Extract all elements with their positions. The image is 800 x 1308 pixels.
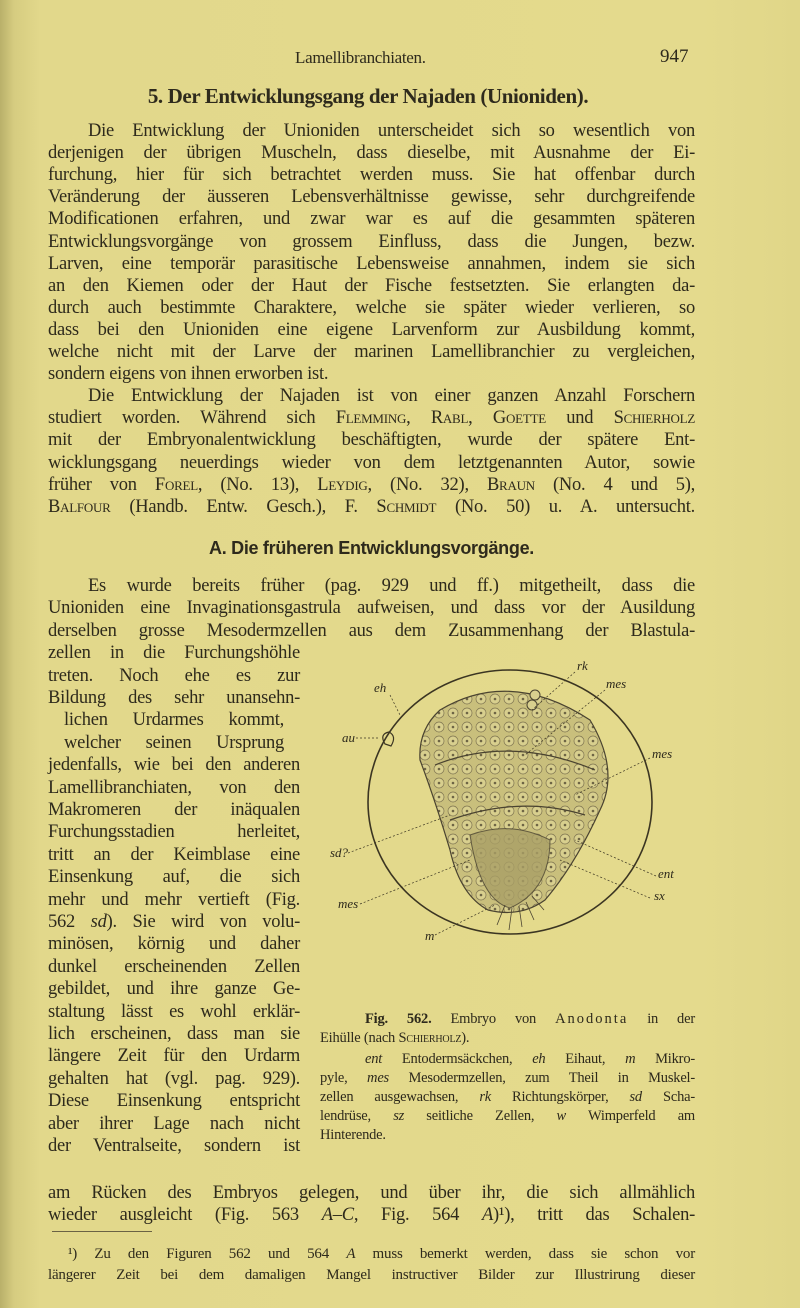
text-line: der Ventralseite, sondern ist <box>48 1136 300 1156</box>
text-line: Es wurde bereits früher (pag. 929 und ff.) mitgetheilt, dass die <box>88 576 695 596</box>
text-line: Balfour (Handb. Entw. Gesch.), F. Schmidt (No. 50) u. A. untersucht. <box>48 497 695 517</box>
text-line: studiert worden. Während sich Flemming, Rabl, Goette und Schierholz <box>48 408 696 428</box>
label-mes: mes <box>606 676 627 691</box>
author-name: Schierholz <box>613 408 696 428</box>
footnote-rule <box>52 1231 152 1232</box>
text-line: dunkel erscheinenden Zellen <box>48 956 300 977</box>
caption-line: Fig. 562. Embryo von Anodonta in der <box>365 1011 695 1027</box>
caption-line: pyle, mes Mesodermzellen, zum Theil in Muskel- <box>320 1070 696 1086</box>
text-line: am Rücken des Embryos gelegen, und über ihr, die sich allmählich <box>48 1183 695 1203</box>
author-name: Braun <box>486 475 535 495</box>
text-line: welche nicht mit der Larve der marinen Lamellibranchier zu vergleichen, <box>48 342 695 362</box>
running-title: Lamellibranchiaten. <box>295 48 426 67</box>
text-line: Larven, eine temporär parasitische Lebensweise annahmen, indem sie sich <box>48 253 695 274</box>
text-line: tritt an der Keimblase eine <box>48 844 300 865</box>
text-line: lich erscheinen, dass man sie <box>48 1024 300 1044</box>
text-line: gebildet, und ihre ganze Ge- <box>48 979 300 1000</box>
caption-line: ent Entodermsäckchen, eh Eihaut, m Mikro- <box>365 1051 695 1067</box>
text-line: minösen, körnig und daher <box>48 934 300 955</box>
text-line: Einsenkung auf, die sich <box>48 867 300 888</box>
author-name: Goette <box>492 408 546 428</box>
label-au: au <box>342 730 355 745</box>
footnote-line: ¹) Zu den Figuren 562 und 564 A muss bemerkt werden, dass sie schon vor <box>68 1246 695 1262</box>
text-line: früher von Forel, (No. 13), Leydig, (No. 32), Braun (No. 4 und 5), <box>48 475 695 495</box>
label-mes: mes <box>338 896 359 911</box>
author-name: Flemming <box>335 408 407 428</box>
text-line: an den Kiemen oder der Haut der Fische festsetzten. Sie erlangten da- <box>48 275 695 296</box>
text-line: Lamellibranchiaten, von den <box>48 777 300 798</box>
text-line: durch auch bestimmte Charaktere, welche sie später wieder verlieren, so <box>48 297 695 318</box>
text-line: treten. Noch ehe es zur <box>48 665 300 686</box>
author-name: Rabl <box>430 408 469 428</box>
text-line: welcher seinen Ursprung <box>64 732 284 753</box>
subsection-heading: A. Die früheren Entwicklungsvorgänge. <box>209 538 534 558</box>
text-line: lichen Urdarmes kommt, <box>64 710 284 731</box>
caption-line: lendrüse, sz seitliche Zellen, w Wimperfeld am <box>320 1108 696 1124</box>
label-ent: ent <box>658 866 674 881</box>
label-eh: eh <box>374 680 387 695</box>
author-name: Schmidt <box>376 497 437 517</box>
text-line: Makromeren der inäqualen <box>48 800 300 820</box>
caption-line: zellen ausgewachsen, rk Richtungskörper, sd Scha- <box>320 1089 695 1105</box>
label-sd: sd? <box>330 845 349 860</box>
text-line: derselben grosse Mesodermzellen aus dem Zusammenhang der Blastula- <box>48 620 695 641</box>
footnote-line: längerer Zeit bei dem damaligen Mangel instructiver Bilder zur Illustrirung dieser <box>48 1267 695 1283</box>
text-line: 562 sd). Sie wird von volu- <box>48 912 301 932</box>
label-mes: mes <box>652 746 673 761</box>
text-line: Die Entwicklung der Najaden ist von einer ganzen Anzahl Forschern <box>88 386 695 406</box>
caption-line: Hinterende. <box>320 1127 386 1143</box>
text-line: zellen in die Furchungshöhle <box>48 643 300 664</box>
text-line: Bildung des sehr unansehn- <box>48 688 300 708</box>
label-m: m <box>425 928 435 943</box>
author-name: Leydig <box>317 475 368 495</box>
text-line: mit der Embryonalentwicklung beschäftigten, wurde der spätere Ent- <box>48 430 695 450</box>
text-line: jedenfalls, wie bei den anderen <box>48 755 300 776</box>
text-line: mehr und mehr vertieft (Fig. <box>48 889 300 910</box>
text-line: Modificationen erfahren, und zwar war es auf die gesammten späteren <box>48 209 695 230</box>
author-name: Forel <box>154 475 198 495</box>
text-line: sondern eigens von ihnen erworben ist. <box>48 364 329 385</box>
text-line: Entwicklungsvorgänge von grossem Einfluss, dass die Jungen, bezw. <box>48 231 695 252</box>
text-line: Veränderung der äusseren Lebensverhältnisse gewisse, sehr durchgreifende <box>48 187 695 208</box>
text-line: staltung lässt es wohl erklär- <box>48 1001 300 1022</box>
page-number: 947 <box>660 46 689 67</box>
text-line: Die Entwicklung der Unioniden unterscheidet sich so wesentlich von <box>88 121 695 141</box>
text-line: dass bei den Unioniden eine eigene Larvenform zur Ausbildung kommt, <box>48 319 695 340</box>
text-line: aber ihrer Lage nach nicht <box>48 1113 300 1134</box>
text-line: Diese Einsenkung entspricht <box>48 1091 300 1112</box>
label-sx: sx <box>654 888 665 903</box>
author-name: Balfour <box>48 497 111 517</box>
caption-line: Eihülle (nach Schierholz). <box>320 1030 470 1046</box>
text-line: wicklungsgang neuerdings wieder von dem letztgenannten Autor, sowie <box>48 453 695 473</box>
text-line: Unioniden eine Invaginationsgastrula aufweisen, und dass vor der Ausildung <box>48 598 695 619</box>
text-line: wieder ausgleicht (Fig. 563 A–C, Fig. 564 A)¹), tritt das Schalen- <box>48 1205 695 1225</box>
text-line: längere Zeit für den Urdarm <box>48 1046 300 1067</box>
section-heading: 5. Der Entwicklungsgang der Najaden (Unioniden). <box>147 84 589 108</box>
text-line: Furchungsstadien herleitet, <box>48 822 300 843</box>
text-line: furchung, hier für sich betrachtet werden muss. Sie hat offenbar durch <box>48 165 695 186</box>
label-rk: rk <box>577 658 588 673</box>
text-line: gehalten hat (vgl. pag. 929). <box>48 1068 300 1089</box>
text-line: derjenigen der übrigen Muscheln, dass dieselbe, mit Ausnahme der Ei- <box>48 143 695 164</box>
